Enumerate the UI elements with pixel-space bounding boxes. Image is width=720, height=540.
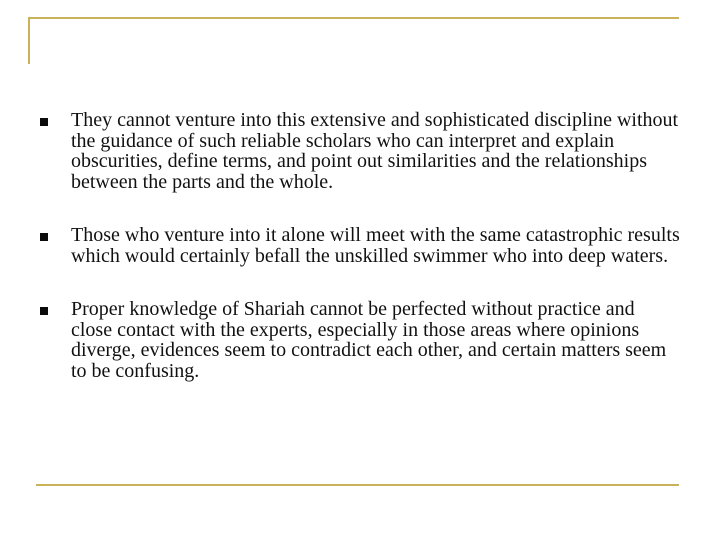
bullet-item-2 [40,225,680,266]
slide-frame-top-line [28,17,679,19]
square-bullet-icon [40,118,48,126]
square-bullet-icon [40,233,48,241]
bullet-item-1 [40,110,680,192]
slide-bullet-list [40,110,680,381]
bullet-item-3 [40,299,680,381]
slide-frame-left-line [28,17,30,64]
square-bullet-icon [40,307,48,315]
bullet-text-3: Proper knowledge of Shariah cannot be perfected without practice and close contact with the experts, especially in those areas where opinions diverge, evidences seem to contradict each other, and certain matters seem to be confusing. [71,298,667,382]
bullet-text-1: They cannot venture into this extensive and sophisticated discipline without the guidance of such reliable scholars who can interpret and explain obscurities, define terms, and point out similarities and the relationships between the parts and the whole. [71,109,679,193]
slide-frame-bottom-line [36,484,679,486]
bullet-text-2: Those who venture into it alone will meet with the same catastrophic results which would certainly befall the unskilled swimmer who into deep waters. [71,224,680,267]
